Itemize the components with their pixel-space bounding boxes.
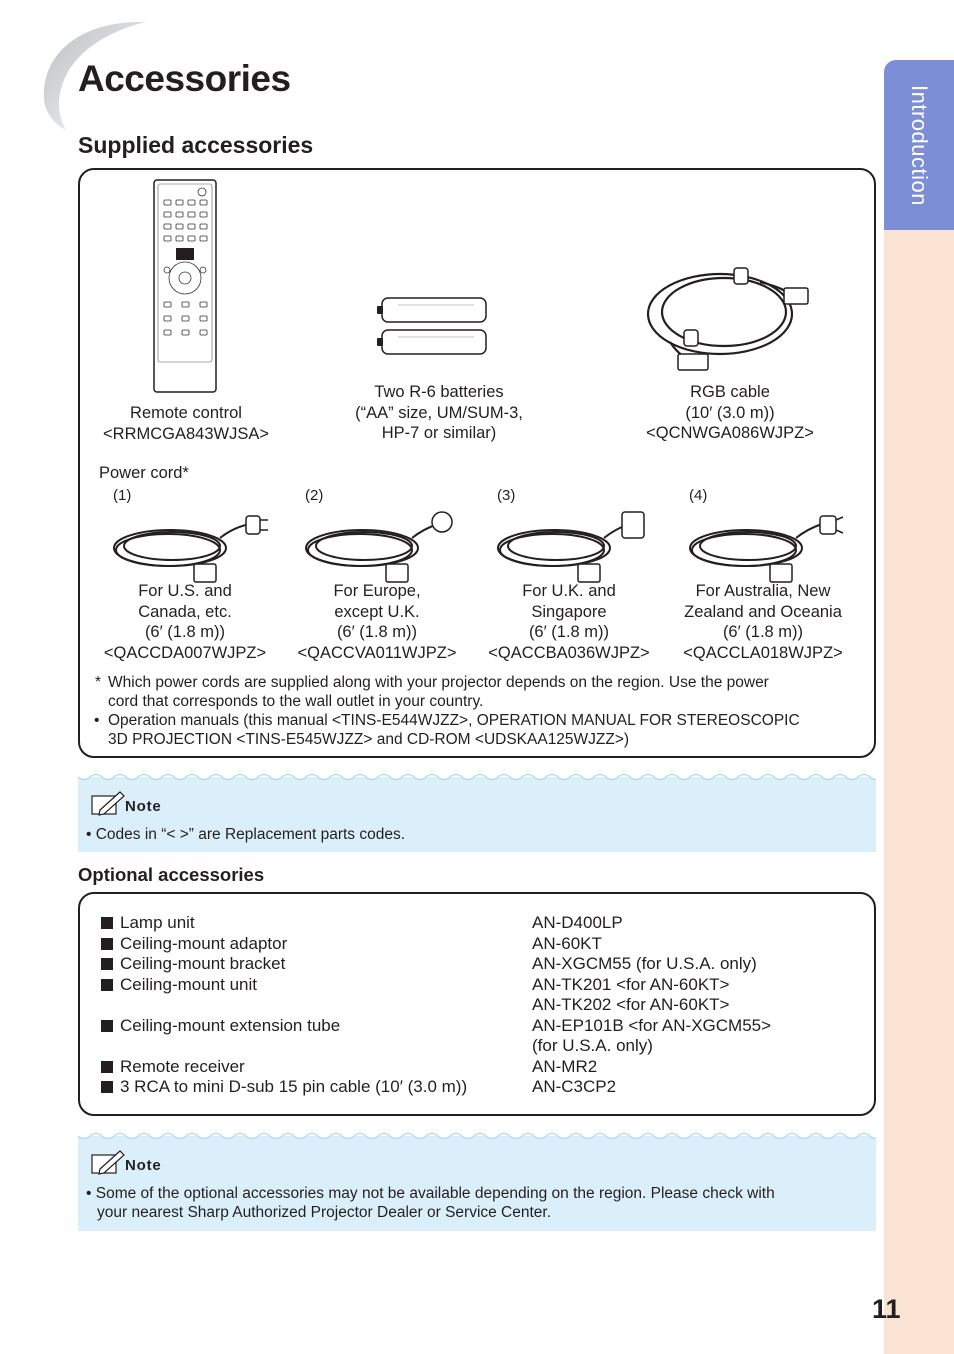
caption-line: (6′ (1.8 m)) [144, 623, 226, 641]
supplied-accessories-heading: Supplied accessories [78, 132, 314, 158]
cord-caption-3 [474, 581, 664, 663]
optional-accessories-heading: Optional accessories [78, 864, 265, 885]
cord-number-4: (4) [689, 487, 708, 504]
caption-line: (6′ (1.8 m)) [336, 623, 418, 641]
page-number: 11 [872, 1294, 901, 1324]
page-title: Accessories [78, 58, 291, 99]
bullet-square-icon [101, 1020, 113, 1032]
note-text: • Codes in “< >” are Replacement parts codes. [86, 826, 406, 843]
optional-item-label: 3 RCA to mini D-sub 15 pin cable (10′ (3.0 m)) [120, 1077, 468, 1096]
note-box-1 [78, 774, 876, 852]
bullet-square-icon [101, 958, 113, 970]
optional-code-list [532, 913, 771, 1098]
bullet-square-icon [101, 917, 113, 929]
caption-line: For Europe, [333, 582, 421, 600]
note-label: Note [125, 1157, 162, 1174]
remote-control-caption [86, 403, 286, 444]
note-dots-decoration [78, 1133, 876, 1141]
optional-item-label: Remote receiver [120, 1057, 245, 1076]
footnote-mark: * [95, 674, 102, 691]
section-tab-label-wrap [884, 60, 954, 230]
caption-line: (6′ (1.8 m)) [528, 623, 610, 641]
batteries-caption [329, 382, 549, 444]
caption-line: <QCNWGA086WJPZ> [646, 424, 814, 442]
optional-item [101, 913, 195, 934]
optional-code: AN-C3CP2 [532, 1077, 617, 1096]
rgb-cable-illustration [640, 262, 816, 378]
section-tab-label: Introduction [907, 84, 932, 206]
note-dots-decoration [78, 774, 876, 782]
optional-code: (for U.S.A. only) [532, 1036, 653, 1055]
cord-number-1: (1) [113, 487, 132, 504]
power-cord-label: Power cord* [99, 464, 189, 482]
bullet-square-icon [101, 1061, 113, 1073]
manuals-bullet: • [94, 712, 100, 729]
caption-line: For Australia, New [695, 582, 831, 600]
note-line: your nearest Sharp Authorized Projector Dealer or Service Center. [97, 1204, 552, 1221]
caption-line: <QACCBA036WJPZ> [488, 643, 650, 662]
caption-line: <QACCDA007WJPZ> [103, 643, 267, 662]
power-cord-us-illustration [110, 508, 270, 586]
note-label: Note [125, 798, 162, 815]
caption-line: <QACCLA018WJPZ> [683, 643, 843, 662]
optional-code: AN-TK201 <for AN-60KT> [532, 974, 730, 994]
caption-line: (“AA” size, UM/SUM-3, [355, 403, 523, 422]
bullet-square-icon [101, 979, 113, 991]
cord-caption-1 [90, 581, 280, 663]
caption-line: Zealand and Oceania [684, 602, 842, 621]
optional-item [101, 934, 287, 955]
optional-code: AN-EP101B <for AN-XGCM55> [532, 1015, 772, 1035]
power-cord-uk-illustration [494, 508, 654, 586]
power-cord-australia-illustration [686, 508, 846, 586]
caption-line: (6′ (1.8 m)) [722, 623, 804, 641]
caption-line: <RRMCGA843WJSA> [103, 424, 269, 443]
bullet-square-icon [101, 1081, 113, 1093]
caption-line: RGB cable [690, 383, 770, 401]
optional-item [101, 1016, 340, 1037]
caption-line: HP-7 or similar) [381, 424, 497, 442]
cord-caption-4 [666, 581, 860, 663]
manuals-line: 3D PROJECTION <TINS-E545WJZZ> and CD-ROM <UDSKAA125WJZZ>) [108, 731, 630, 748]
manuals-line: Operation manuals (this manual <TINS-E544WJZZ>, OPERATION MANUAL FOR STEREOSCOPIC [108, 712, 800, 729]
caption-line: <QACCVA011WJPZ> [297, 643, 457, 662]
pencil-note-icon [90, 1149, 126, 1177]
cord-number-2: (2) [305, 487, 324, 504]
caption-line: Singapore [531, 602, 607, 621]
optional-item [101, 954, 285, 975]
side-strip [884, 230, 954, 1354]
footnote-text [108, 673, 858, 711]
optional-code: AN-D400LP [532, 913, 623, 932]
optional-item-label: Ceiling-mount adaptor [120, 934, 288, 953]
remote-control-illustration [152, 178, 220, 396]
optional-code: AN-60KT [532, 933, 602, 953]
caption-line: Canada, etc. [138, 602, 232, 621]
manuals-text [108, 711, 868, 749]
note-text [86, 1184, 866, 1222]
caption-line: except U.K. [334, 602, 420, 621]
optional-code: AN-TK202 <for AN-60KT> [532, 995, 730, 1014]
optional-item-label: Ceiling-mount unit [120, 975, 258, 994]
cord-number-3: (3) [497, 487, 516, 504]
footnote-line: Which power cords are supplied along with your projector depends on the region. Use the power [108, 674, 769, 691]
caption-line: For U.K. and [522, 582, 616, 600]
optional-code: AN-MR2 [532, 1056, 598, 1076]
note-box-2 [78, 1133, 876, 1231]
caption-line: For U.S. and [138, 582, 232, 600]
optional-item-label: Ceiling-mount extension tube [120, 1016, 341, 1035]
caption-line: (10′ (3.0 m)) [685, 403, 775, 422]
optional-code: AN-XGCM55 (for U.S.A. only) [532, 954, 757, 973]
pencil-note-icon [90, 790, 126, 818]
caption-line: Remote control [130, 404, 242, 422]
optional-item [101, 1077, 467, 1098]
optional-item [101, 1057, 245, 1078]
caption-line: Two R-6 batteries [374, 383, 504, 401]
footnote-line: cord that corresponds to the wall outlet in your country. [108, 693, 484, 710]
optional-item [101, 975, 257, 996]
cord-caption-2 [282, 581, 472, 663]
optional-item-label: Ceiling-mount bracket [120, 954, 286, 973]
rgb-cable-caption [620, 382, 840, 444]
optional-item-label: Lamp unit [120, 913, 195, 932]
batteries-illustration [374, 295, 492, 359]
bullet-square-icon [101, 938, 113, 950]
note-line: • Some of the optional accessories may not be available depending on the region. Please check with [86, 1185, 775, 1202]
power-cord-europe-illustration [302, 508, 462, 586]
